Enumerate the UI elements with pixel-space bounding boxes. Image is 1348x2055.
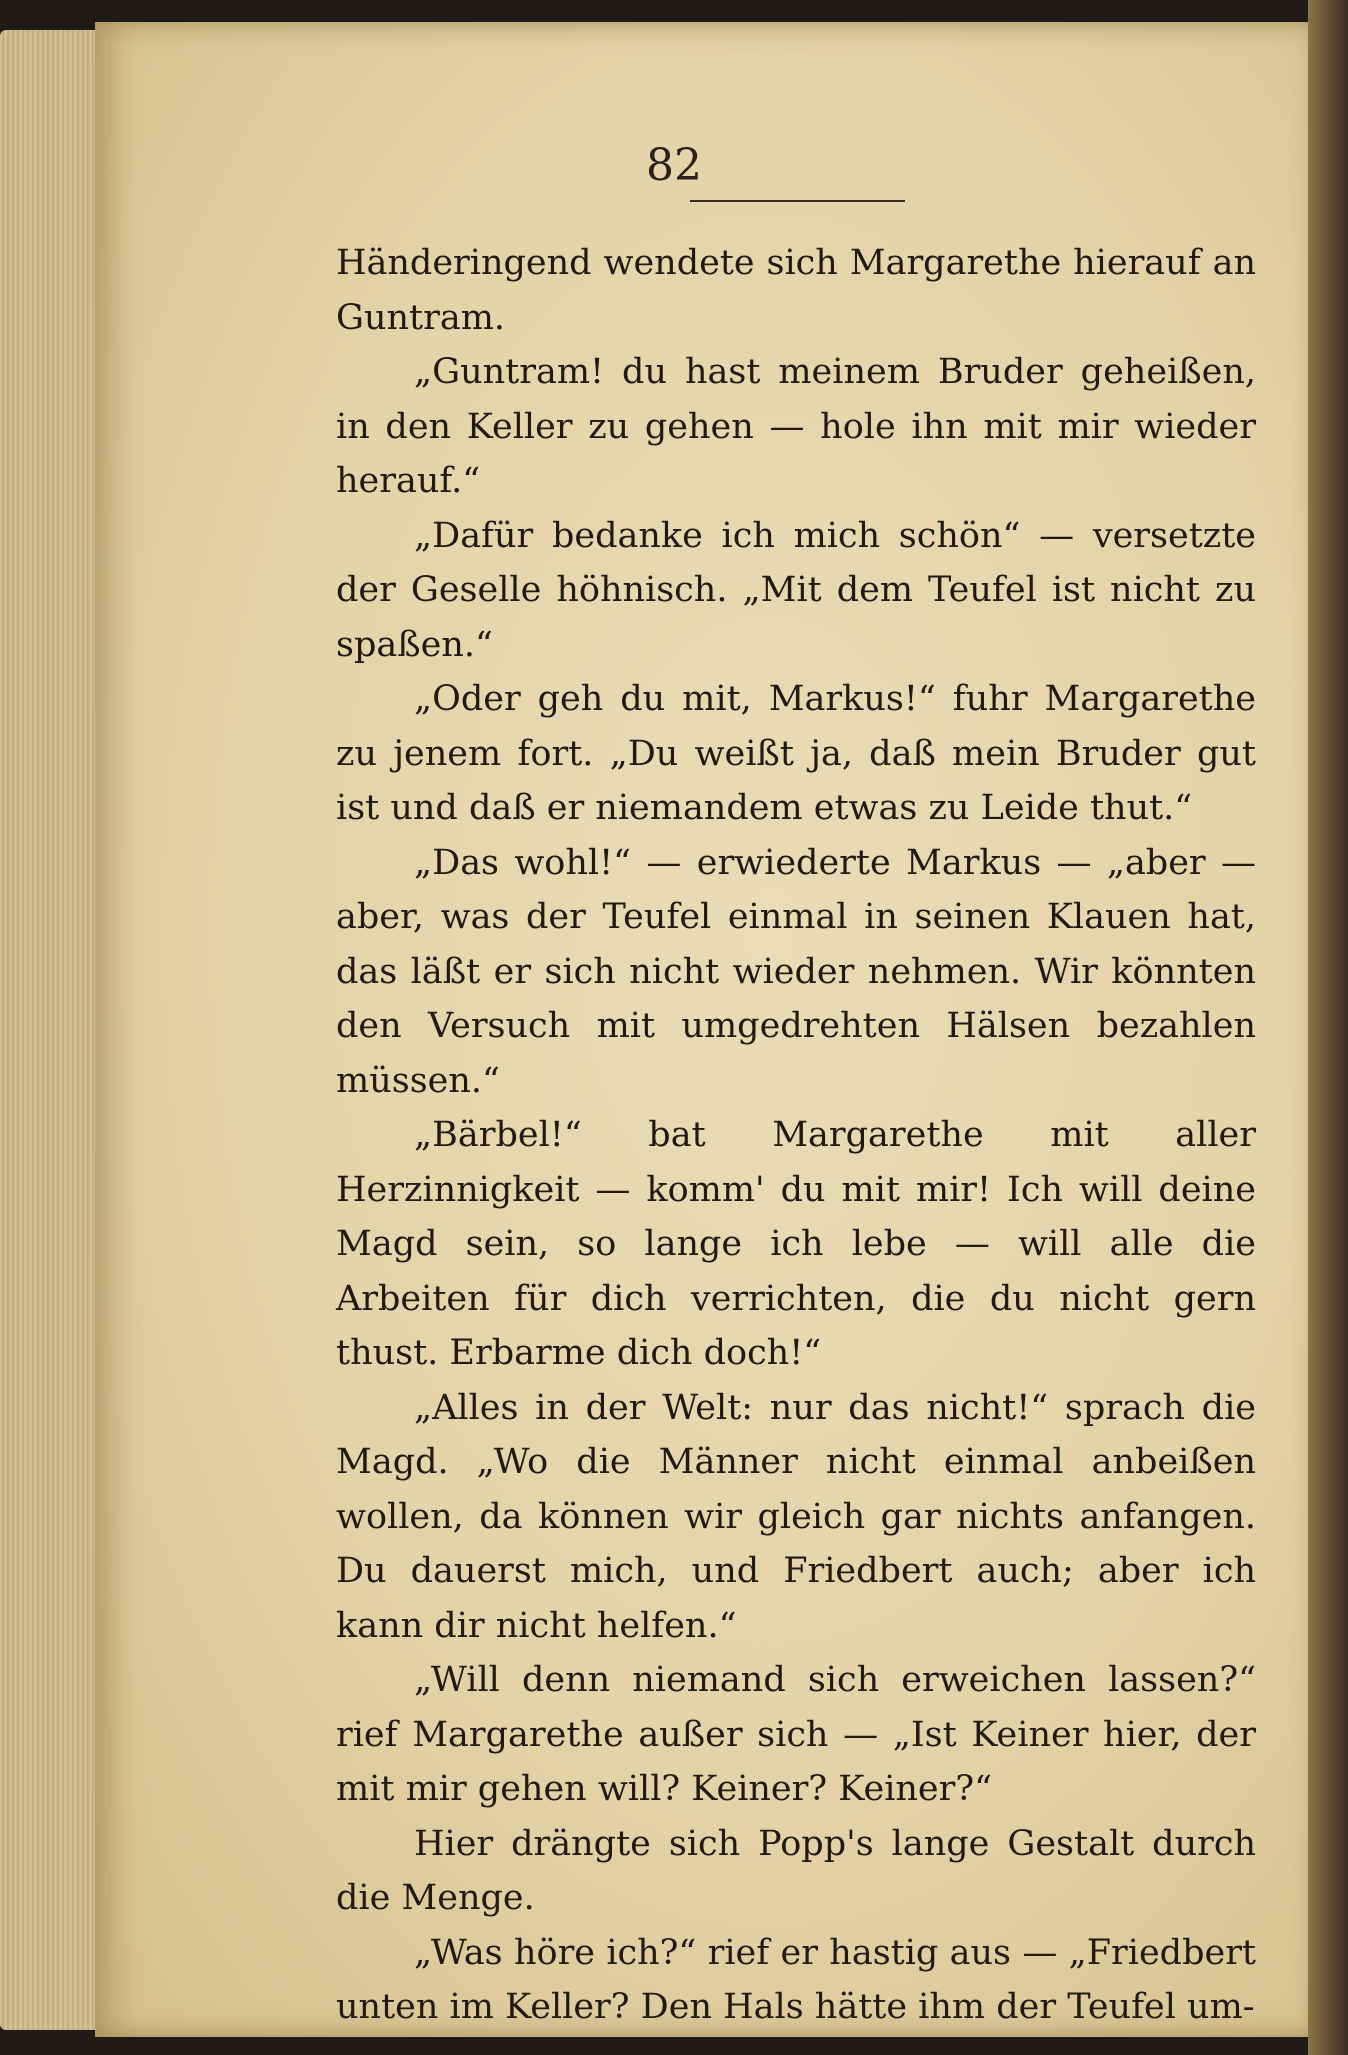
paragraph: „Dafür bedanke ich mich schön“ — versetzte der Geselle höhnisch. „Mit dem Teufel ist nicht zu spaßen.“ (336, 515, 1256, 665)
paragraph: „Bärbel!“ bat Margarethe mit aller Herzinnigkeit — komm' du mit mir! Ich will deine Magd sein, so lange ich lebe — will alle die Arbeiten für dich verrichten, die du nicht gern thust. Erbarme dich doch!“ (336, 1115, 1256, 1373)
page-number: 82 (646, 140, 702, 191)
paragraph: Hier drängte sich Popp's lange Gestalt durch die Menge. (336, 1823, 1256, 1918)
paragraph: „Alles in der Welt: nur das nicht!“ sprach die Magd. „Wo die Männer nicht einmal anbeißen wollen, da können wir gleich gar nichts anfangen. Du dauerst mich, und Friedbert auch; aber ich kann dir nicht helfen.“ (336, 1387, 1256, 1646)
header-rule (690, 200, 905, 202)
paragraph: „Guntram! du hast meinem Bruder geheißen, in den Keller zu gehen — hole ihn mit mir wieder herauf.“ (336, 352, 1256, 501)
paragraph: „Das wohl!“ — erwiederte Markus — „aber — aber, was der Teufel einmal in seinen Klauen hat, das läßt er sich nicht wieder nehmen. Wir könnten den Versuch mit umgedrehten Hälsen bezahlen müssen.“ (336, 842, 1256, 1101)
paragraph: „Oder geh du mit, Markus!“ fuhr Margarethe zu jenem fort. „Du weißt ja, daß mein Bruder gut ist und daß er niemandem etwas zu Leide thut.“ (336, 679, 1256, 828)
paragraph: „Was höre ich?“ rief er hastig aus — „Friedbert unten im Keller? Den Hals hätte ihm der Teufel um- (336, 1932, 1256, 2027)
right-page-edge (1308, 0, 1348, 2055)
body-text (336, 236, 1256, 2027)
paragraph: „Will denn niemand sich erweichen lassen?“ rief Margarethe außer sich — „Ist Keiner hier, der mit mir gehen will? Keiner? Keiner?“ (336, 1660, 1256, 1809)
paragraph: Händeringend wendete sich Margarethe hierauf an Guntram. (336, 243, 1256, 338)
